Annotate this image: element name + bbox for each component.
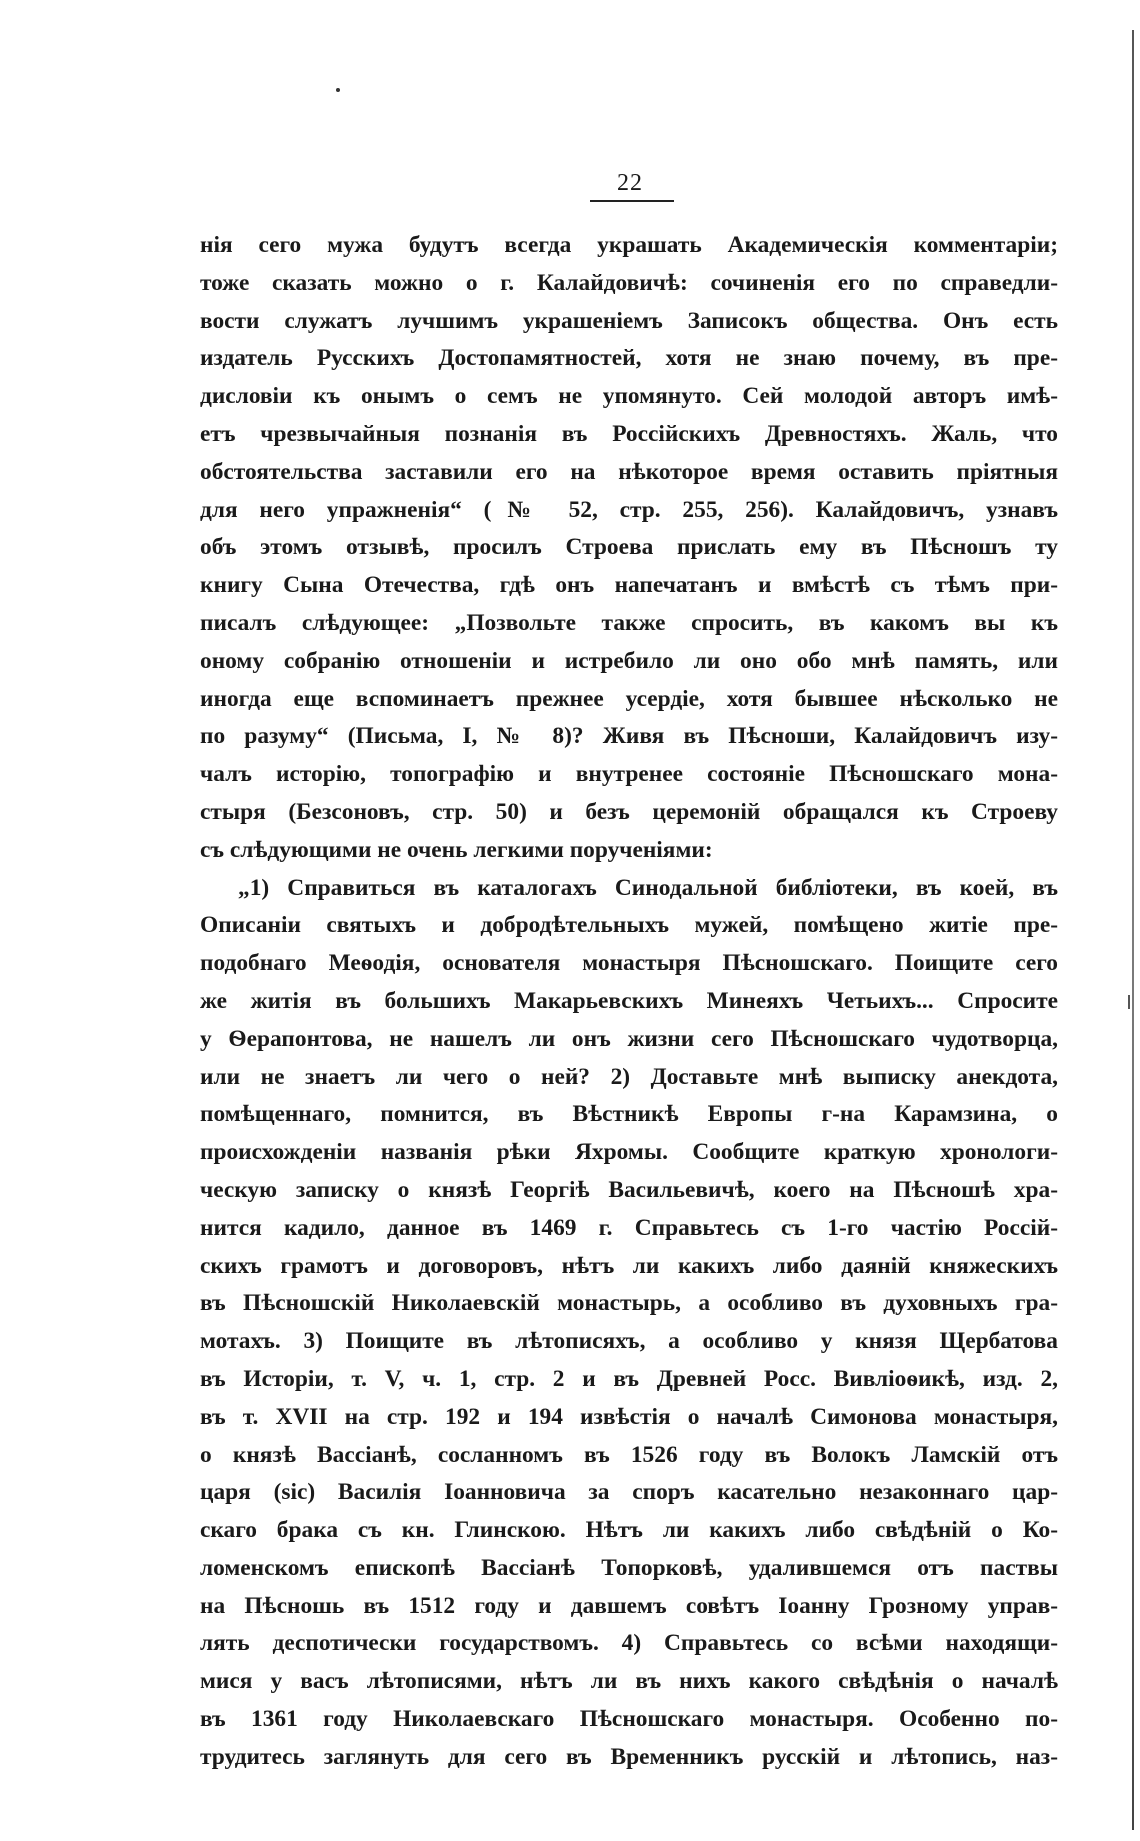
text-line: происхожденіи названія рѣки Яхромы. Сообщите краткую хронологи- xyxy=(200,1139,1058,1166)
text-line: трудитесь заглянуть для сего въ Временникъ русскій и лѣтопись, наз- xyxy=(200,1743,1058,1770)
text-line: тоже сказать можно о г. Калайдовичѣ: сочиненія его по справедли- xyxy=(200,269,1058,296)
text-line: помѣщеннаго, помнится, въ Вѣстникѣ Европы г-на Карамзина, о xyxy=(200,1101,1058,1128)
text-line: объ этомъ отзывѣ, просилъ Строева прислать ему въ Пѣсношъ ту xyxy=(200,534,1058,561)
text-line: же житія въ большихъ Макарьевскихъ Минеяхъ Четьихъ... Спросите xyxy=(200,987,1058,1014)
text-line: оному собранію отношеніи и истребило ли оно обо мнѣ память, или xyxy=(200,647,1058,674)
print-speck xyxy=(336,88,340,92)
text-line: лять деспотически государствомъ. 4) Справьтесь со всѣми находящи- xyxy=(200,1630,1058,1657)
text-line: въ т. XVII на стр. 192 и 194 извѣстія о началѣ Симонова монастыря, xyxy=(200,1403,1058,1430)
text-line: Описаніи святыхъ и добродѣтельныхъ мужей, помѣщено житіе пре- xyxy=(200,912,1058,939)
text-line: подобнаго Меѳодія, основателя монастыря Пѣсношскаго. Поищите сего xyxy=(200,950,1058,977)
text-line: на Пѣсношь въ 1512 году и давшемъ совѣтъ Іоанну Грозному управ- xyxy=(200,1592,1058,1619)
text-line: царя (sic) Василія Іоанновича за споръ касательно незаконнаго цар- xyxy=(200,1479,1058,1506)
text-line: нится кадило, данное въ 1469 г. Справьтесь съ 1-го частію Россій- xyxy=(200,1214,1058,1241)
page-body-text xyxy=(200,227,1058,1777)
text-line: вости служатъ лучшимъ украшеніемъ Записокъ общества. Онъ есть xyxy=(200,307,1058,334)
text-line: скаго брака съ кн. Глинскою. Нѣтъ ли какихъ либо свѣдѣній о Ко- xyxy=(200,1517,1058,1544)
margin-mark xyxy=(1128,995,1130,1009)
text-line: мися у васъ лѣтописями, нѣтъ ли въ нихъ какого свѣдѣнія о началѣ xyxy=(200,1668,1058,1695)
text-line: „1) Справиться въ каталогахъ Синодальной библіотеки, въ коей, въ xyxy=(238,874,1058,901)
text-line: дисловіи къ онымъ о семъ не упомянуто. Сей молодой авторъ имѣ- xyxy=(200,383,1058,410)
text-line: обстоятельства заставили его на нѣкоторое время оставить пріятныя xyxy=(200,458,1058,485)
text-line: или не знаетъ ли чего о ней? 2) Доставьте мнѣ выписку анекдота, xyxy=(200,1063,1058,1090)
text-line: ческую записку о князѣ Георгіѣ Васильевичѣ, коего на Пѣсношѣ хра- xyxy=(200,1176,1058,1203)
text-line: стыря (Безсоновъ, стр. 50) и безъ церемоній обращался къ Строеву xyxy=(200,798,1058,825)
text-line: скихъ грамотъ и договоровъ, нѣтъ ли какихъ либо даяній княжескихъ xyxy=(200,1252,1058,1279)
text-line: ломенскомъ епископѣ Вассіанѣ Топорковѣ, удалившемся отъ паствы xyxy=(200,1554,1058,1581)
text-line: съ слѣдующими не очень легкими порученіями: xyxy=(200,836,713,863)
text-line: для него упражненія“ (№ 52, стр. 255, 256). Калайдовичъ, узнавъ xyxy=(200,496,1058,523)
page-number: 22 xyxy=(617,170,643,196)
text-line: етъ чрезвычайныя познанія въ Россійскихъ Древностяхъ. Жаль, что xyxy=(200,420,1058,447)
text-line: нія сего мужа будутъ всегда украшать Академическія комментаріи; xyxy=(200,232,1058,258)
text-line: по разуму“ (Письма, I, № 8)? Живя въ Пѣсноши, Калайдовичъ изу- xyxy=(200,723,1058,750)
text-line: въ Пѣсношскій Николаевскій монастырь, а особливо въ духовныхъ гра- xyxy=(200,1290,1058,1317)
text-line: книгу Сына Отечества, гдѣ онъ напечатанъ и вмѣстѣ съ тѣмъ при- xyxy=(200,572,1058,599)
text-line: писалъ слѣдующее: „Позвольте также спросить, въ какомъ вы къ xyxy=(200,609,1058,636)
text-line: мотахъ. 3) Поищите въ лѣтописяхъ, а особливо у князя Щербатова xyxy=(200,1328,1058,1355)
text-line: чалъ исторію, топографію и внутренее состояніе Пѣсношскаго мона- xyxy=(200,761,1058,788)
page-number-underline xyxy=(590,200,674,202)
text-line: въ Исторіи, т. V, ч. 1, стр. 2 и въ Древней Росс. Вивліоѳикѣ, изд. 2, xyxy=(200,1365,1058,1392)
text-line: о князѣ Вассіанѣ, сосланномъ въ 1526 году въ Волокъ Ламскій отъ xyxy=(200,1441,1058,1468)
text-line: иногда еще вспоминаетъ прежнее усердіе, хотя бывшее нѣсколько не xyxy=(200,685,1058,712)
text-line: издатель Русскихъ Достопамятностей, хотя не знаю почему, въ пре- xyxy=(200,345,1058,372)
text-line: въ 1361 году Николаевскаго Пѣсношскаго монастыря. Особенно по- xyxy=(200,1706,1058,1733)
text-line: у Ѳерапонтова, не нашелъ ли онъ жизни сего Пѣсношскаго чудотворца, xyxy=(200,1025,1058,1052)
scan-edge-shadow xyxy=(1132,30,1134,1830)
